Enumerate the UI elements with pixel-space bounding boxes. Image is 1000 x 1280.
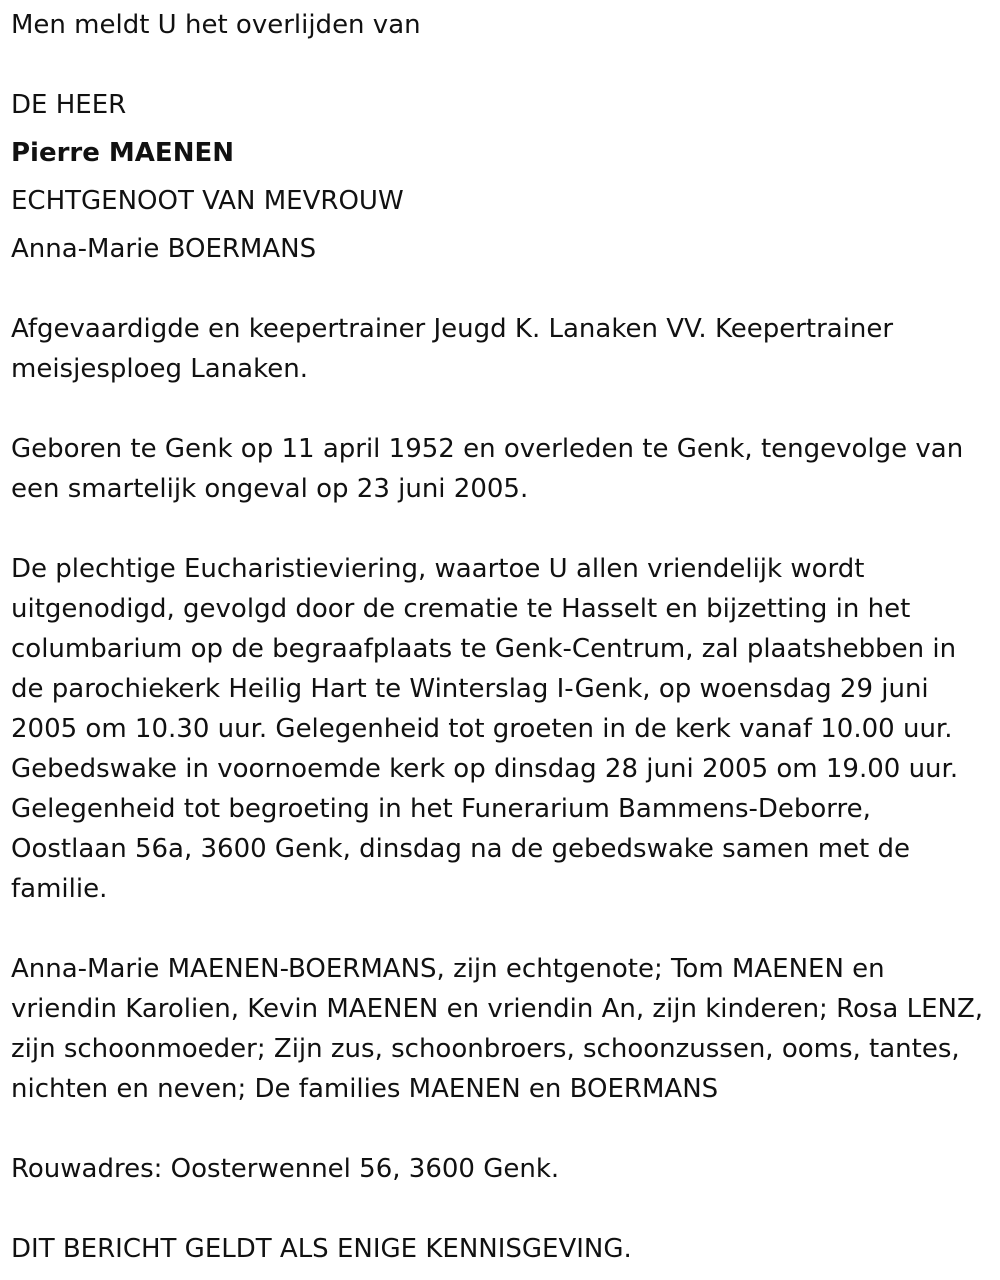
- intro-text: Men meldt U het overlijden van: [11, 10, 421, 40]
- spouse-label: ECHTGENOOT VAN MEVROUW: [11, 186, 404, 216]
- mourning-address: Rouwadres: Oosterwennel 56, 3600 Genk.: [11, 1154, 560, 1184]
- affiliation-paragraph: Afgevaardigde en keepertrainer Jeugd K. Lanaken VV. Keepertrainer meisjesploeg Lanaken.: [11, 314, 894, 384]
- notice-statement: DIT BERICHT GELDT ALS ENIGE KENNISGEVING.: [11, 1234, 632, 1264]
- spouse-name: Anna-Marie BOERMANS: [11, 234, 317, 264]
- family-paragraph: Anna-Marie MAENEN-BOERMANS, zijn echtgenote; Tom MAENEN en vriendin Karolien, Kevin MAENEN en vriendin An, zijn kinderen; Rosa LENZ, zijn schoonmoeder; Zijn zus, schoonbroers, schoonzussen, ooms, tantes, nichten en neven; De families MAENEN en BOERMANS: [11, 954, 984, 1104]
- birth-death-paragraph: Geboren te Genk op 11 april 1952 en overleden te Genk, tengevolge van een smartelijk ongeval op 23 juni 2005.: [11, 434, 964, 504]
- ceremony-paragraph: De plechtige Eucharistieviering, waartoe U allen vriendelijk wordt uitgenodigd, gevolgd door de crematie te Hasselt en bijzetting in het columbarium op de begraafplaats te Genk-Centrum, zal plaatshebben in de parochiekerk Heilig Hart te Winterslag I-Genk, op woensdag 29 juni 2005 om 10.30 uur. Gelegenheid tot groeten in de kerk vanaf 10.00 uur. Gebedswake in voornoemde kerk op dinsdag 28 juni 2005 om 19.00 uur. Gelegenheid tot begroeting in het Funerarium Bammens-Deborre, Oostlaan 56a, 3600 Genk, dinsdag na de gebedswake samen met de familie.: [11, 554, 959, 904]
- deceased-name: Pierre MAENEN: [11, 138, 234, 168]
- honorific: DE HEER: [11, 90, 127, 120]
